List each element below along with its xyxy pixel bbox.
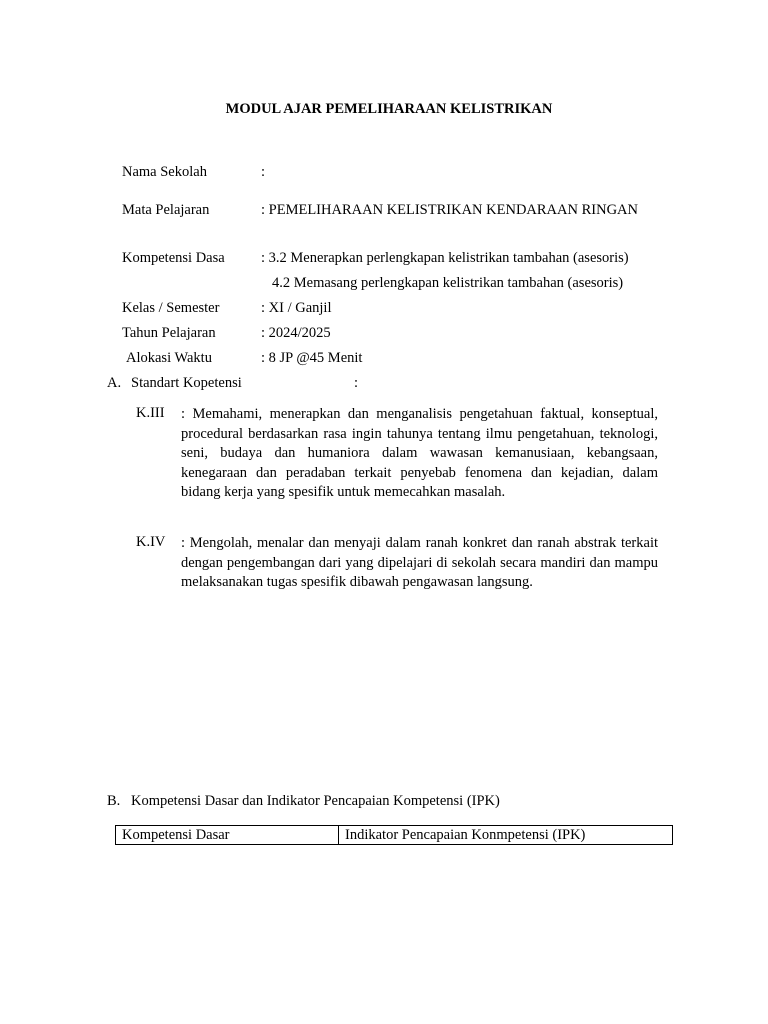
value-tahun-pelajaran: : 2024/2025 bbox=[261, 325, 331, 341]
section-b-marker: B. bbox=[107, 793, 121, 809]
label-nama-sekolah: Nama Sekolah bbox=[122, 164, 207, 180]
ipk-table bbox=[115, 825, 673, 845]
ki-code: K.IV bbox=[136, 534, 166, 550]
label-kelas-semester: Kelas / Semester bbox=[122, 300, 220, 316]
value-kompetensi-dasa-2: 4.2 Memasang perlengkapan kelistrikan tambahan (asesoris) bbox=[272, 275, 624, 291]
section-a-heading: Standart Kopetensi bbox=[131, 375, 242, 391]
table-header-cell: Indikator Pencapaian Konmpetensi (IPK) bbox=[339, 826, 673, 845]
table-header-row bbox=[116, 826, 673, 845]
section-a-colon: : bbox=[354, 375, 359, 391]
label-alokasi-waktu: Alokasi Waktu bbox=[126, 350, 212, 366]
label-kompetensi-dasa: Kompetensi Dasa bbox=[122, 250, 225, 266]
ki-text: : Mengolah, menalar dan menyaji dalam ranah konkret dan ranah abstrak terkait dengan pengembangan dari yang dipelajari di sekolah secara mandiri dan mampu melaksanakan tugas spesifik dibawah pengawasan langsung. bbox=[181, 535, 658, 590]
value-alokasi-waktu: : 8 JP @45 Menit bbox=[261, 350, 363, 366]
value-kompetensi-dasa-1: : 3.2 Menerapkan perlengkapan kelistrikan tambahan (asesoris) bbox=[261, 250, 629, 266]
value-kelas-semester: : XI / Ganjil bbox=[261, 300, 332, 316]
label-tahun-pelajaran: Tahun Pelajaran bbox=[122, 325, 216, 341]
label-mata-pelajaran: Mata Pelajaran bbox=[122, 202, 210, 218]
section-a-marker: A. bbox=[107, 375, 122, 391]
value-nama-sekolah: : bbox=[261, 164, 266, 180]
document-title: MODUL AJAR PEMELIHARAAN KELISTRIKAN bbox=[225, 101, 553, 117]
ki-text: : Memahami, menerapkan dan menganalisis pengetahuan faktual, konseptual, procedural berdasarkan rasa ingin tahunya tentang ilmu pengetahuan, teknologi, seni, budaya dan humaniora dalam wawasan kemanusiaan, kebangsaan, kenegaraan dan peradaban terkait penyebab fenomena dan kejadian, dalam bidang kerja yang spesifik untuk memecahkan masalah. bbox=[181, 406, 658, 500]
section-b-heading: Kompetensi Dasar dan Indikator Pencapaian Kompetensi (IPK) bbox=[131, 793, 500, 809]
table-header-cell: Kompetensi Dasar bbox=[116, 826, 339, 845]
ki-code: K.III bbox=[136, 405, 165, 421]
value-mata-pelajaran: : PEMELIHARAAN KELISTRIKAN KENDARAAN RINGAN bbox=[261, 202, 638, 218]
